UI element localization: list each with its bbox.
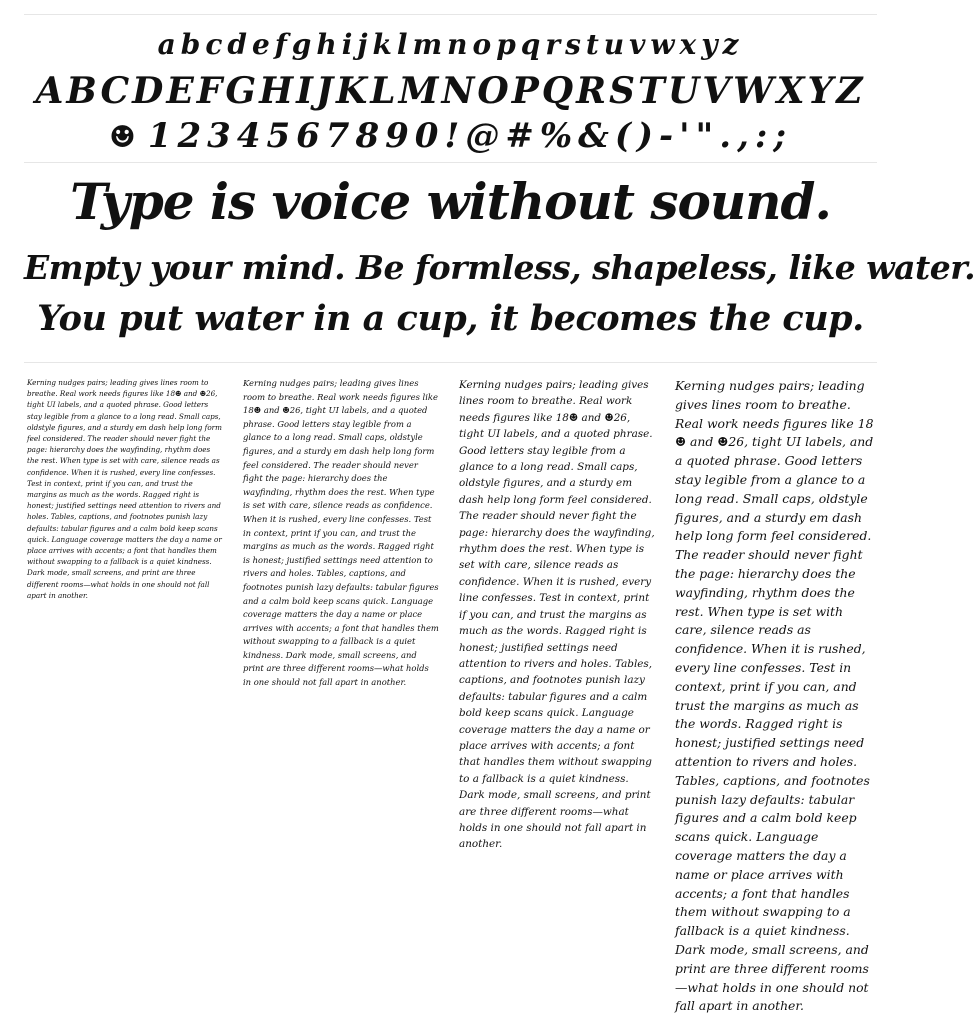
section-divider: [24, 362, 877, 363]
paragraph-column-small: Kerning nudges pairs; leading gives lines room to breathe. Real work needs figures like 18☻ and ☻26, tight UI labels, and a quoted phrase. Good letters stay legible from a glance to a long read. Small caps, oldstyle figures, and a sturdy em dash help long form feel considered. The reader should never fight the page: hierarchy does the wayfinding, rhythm does the rest. When type is set with care, silence reads as confidence. When it is rushed, every line confesses. Test in context, print if you can, and trust the margins as much as the words. Ragged right is honest; justified settings need attention to rivers and holes. Tables, captions, and footnotes punish lazy defaults: tabular figures and a calm bold keep scans quick. Language coverage matters the day a name or place arrives with accents; a font that handles them without swapping to a fallback is a quiet kindness. Dark mode, small screens, and print are three different rooms—what holds in one should not fall apart in another.: [27, 378, 222, 600]
paragraph-column-large: Kerning nudges pairs; leading gives lines room to breathe. Real work needs figures like 18☻ and ☻26, tight UI labels, and a quoted phrase. Good letters stay legible from a glance to a long read. Small caps, oldstyle figures, and a sturdy em dash help long form feel considered. The reader should never fight the page: hierarchy does the wayfinding, rhythm does the rest. When type is set with care, silence reads as confidence. When it is rushed, every line confesses. Test in context, print if you can, and trust the margins as much as the words. Ragged right is honest; justified settings need attention to rivers and holes. Tables, captions, and footnotes punish lazy defaults: tabular figures and a calm bold keep scans quick. Language coverage matters the day a name or place arrives with accents; a font that handles them without swapping to a fallback is a quiet kindness. Dark mode, small screens, and print are three different rooms—what holds in one should not fall apart in another.: [459, 379, 655, 851]
paragraph-column-medium: Kerning nudges pairs; leading gives lines room to breathe. Real work needs figures like 18☻ and ☻26, tight UI labels, and a quoted phrase. Good letters stay legible from a glance to a long read. Small caps, oldstyle figures, and a sturdy em dash help long form feel considered. The reader should never fight the page: hierarchy does the wayfinding, rhythm does the rest. When type is set with care, silence reads as confidence. When it is rushed, every line confesses. Test in context, print if you can, and trust the margins as much as the words. Ragged right is honest; justified settings need attention to rivers and holes. Tables, captions, and footnotes punish lazy defaults: tabular figures and a calm bold keep scans quick. Language coverage matters the day a name or place arrives with accents; a font that handles them without swapping to a fallback is a quiet kindness. Dark mode, small screens, and print are three different rooms—what holds in one should not fall apart in another.: [243, 378, 439, 688]
top-divider: [24, 14, 877, 15]
smiley-icon: ☻: [108, 120, 142, 155]
uppercase-alphabet: ABCDEFGHIJKLMNOPQRSTUVWXYZ: [35, 70, 866, 112]
section-divider: [24, 162, 877, 163]
numerals-symbols-row: [24, 116, 877, 156]
lowercase-alphabet: abcdefghijklmnopqrstuvwxyz: [157, 28, 744, 61]
quote-line-1: Empty your mind. Be formless, shapeless, like water.: [24, 248, 975, 287]
numerals-symbols: 1234567890!@#%&()-'".,:;: [147, 116, 793, 156]
headline: Type is voice without sound.: [70, 172, 831, 231]
paragraph-column-xlarge: Kerning nudges pairs; leading gives lines room to breathe. Real work needs figures like 18☻ and ☻26, tight UI labels, and a quoted phrase. Good letters stay legible from a glance to a long read. Small caps, oldstyle figures, and a sturdy em dash help long form feel considered. The reader should never fight the page: hierarchy does the wayfinding, rhythm does the rest. When type is set with care, silence reads as confidence. When it is rushed, every line confesses. Test in context, print if you can, and trust the margins as much as the words. Ragged right is honest; justified settings need attention to rivers and holes. Tables, captions, and footnotes punish lazy defaults: tabular figures and a calm bold keep scans quick. Language coverage matters the day a name or place arrives with accents; a font that handles them without swapping to a fallback is a quiet kindness. Dark mode, small screens, and print are three different rooms—what holds in one should not fall apart in another.: [675, 378, 874, 1014]
quote-line-2: You put water in a cup, it becomes the cup.: [37, 298, 864, 339]
